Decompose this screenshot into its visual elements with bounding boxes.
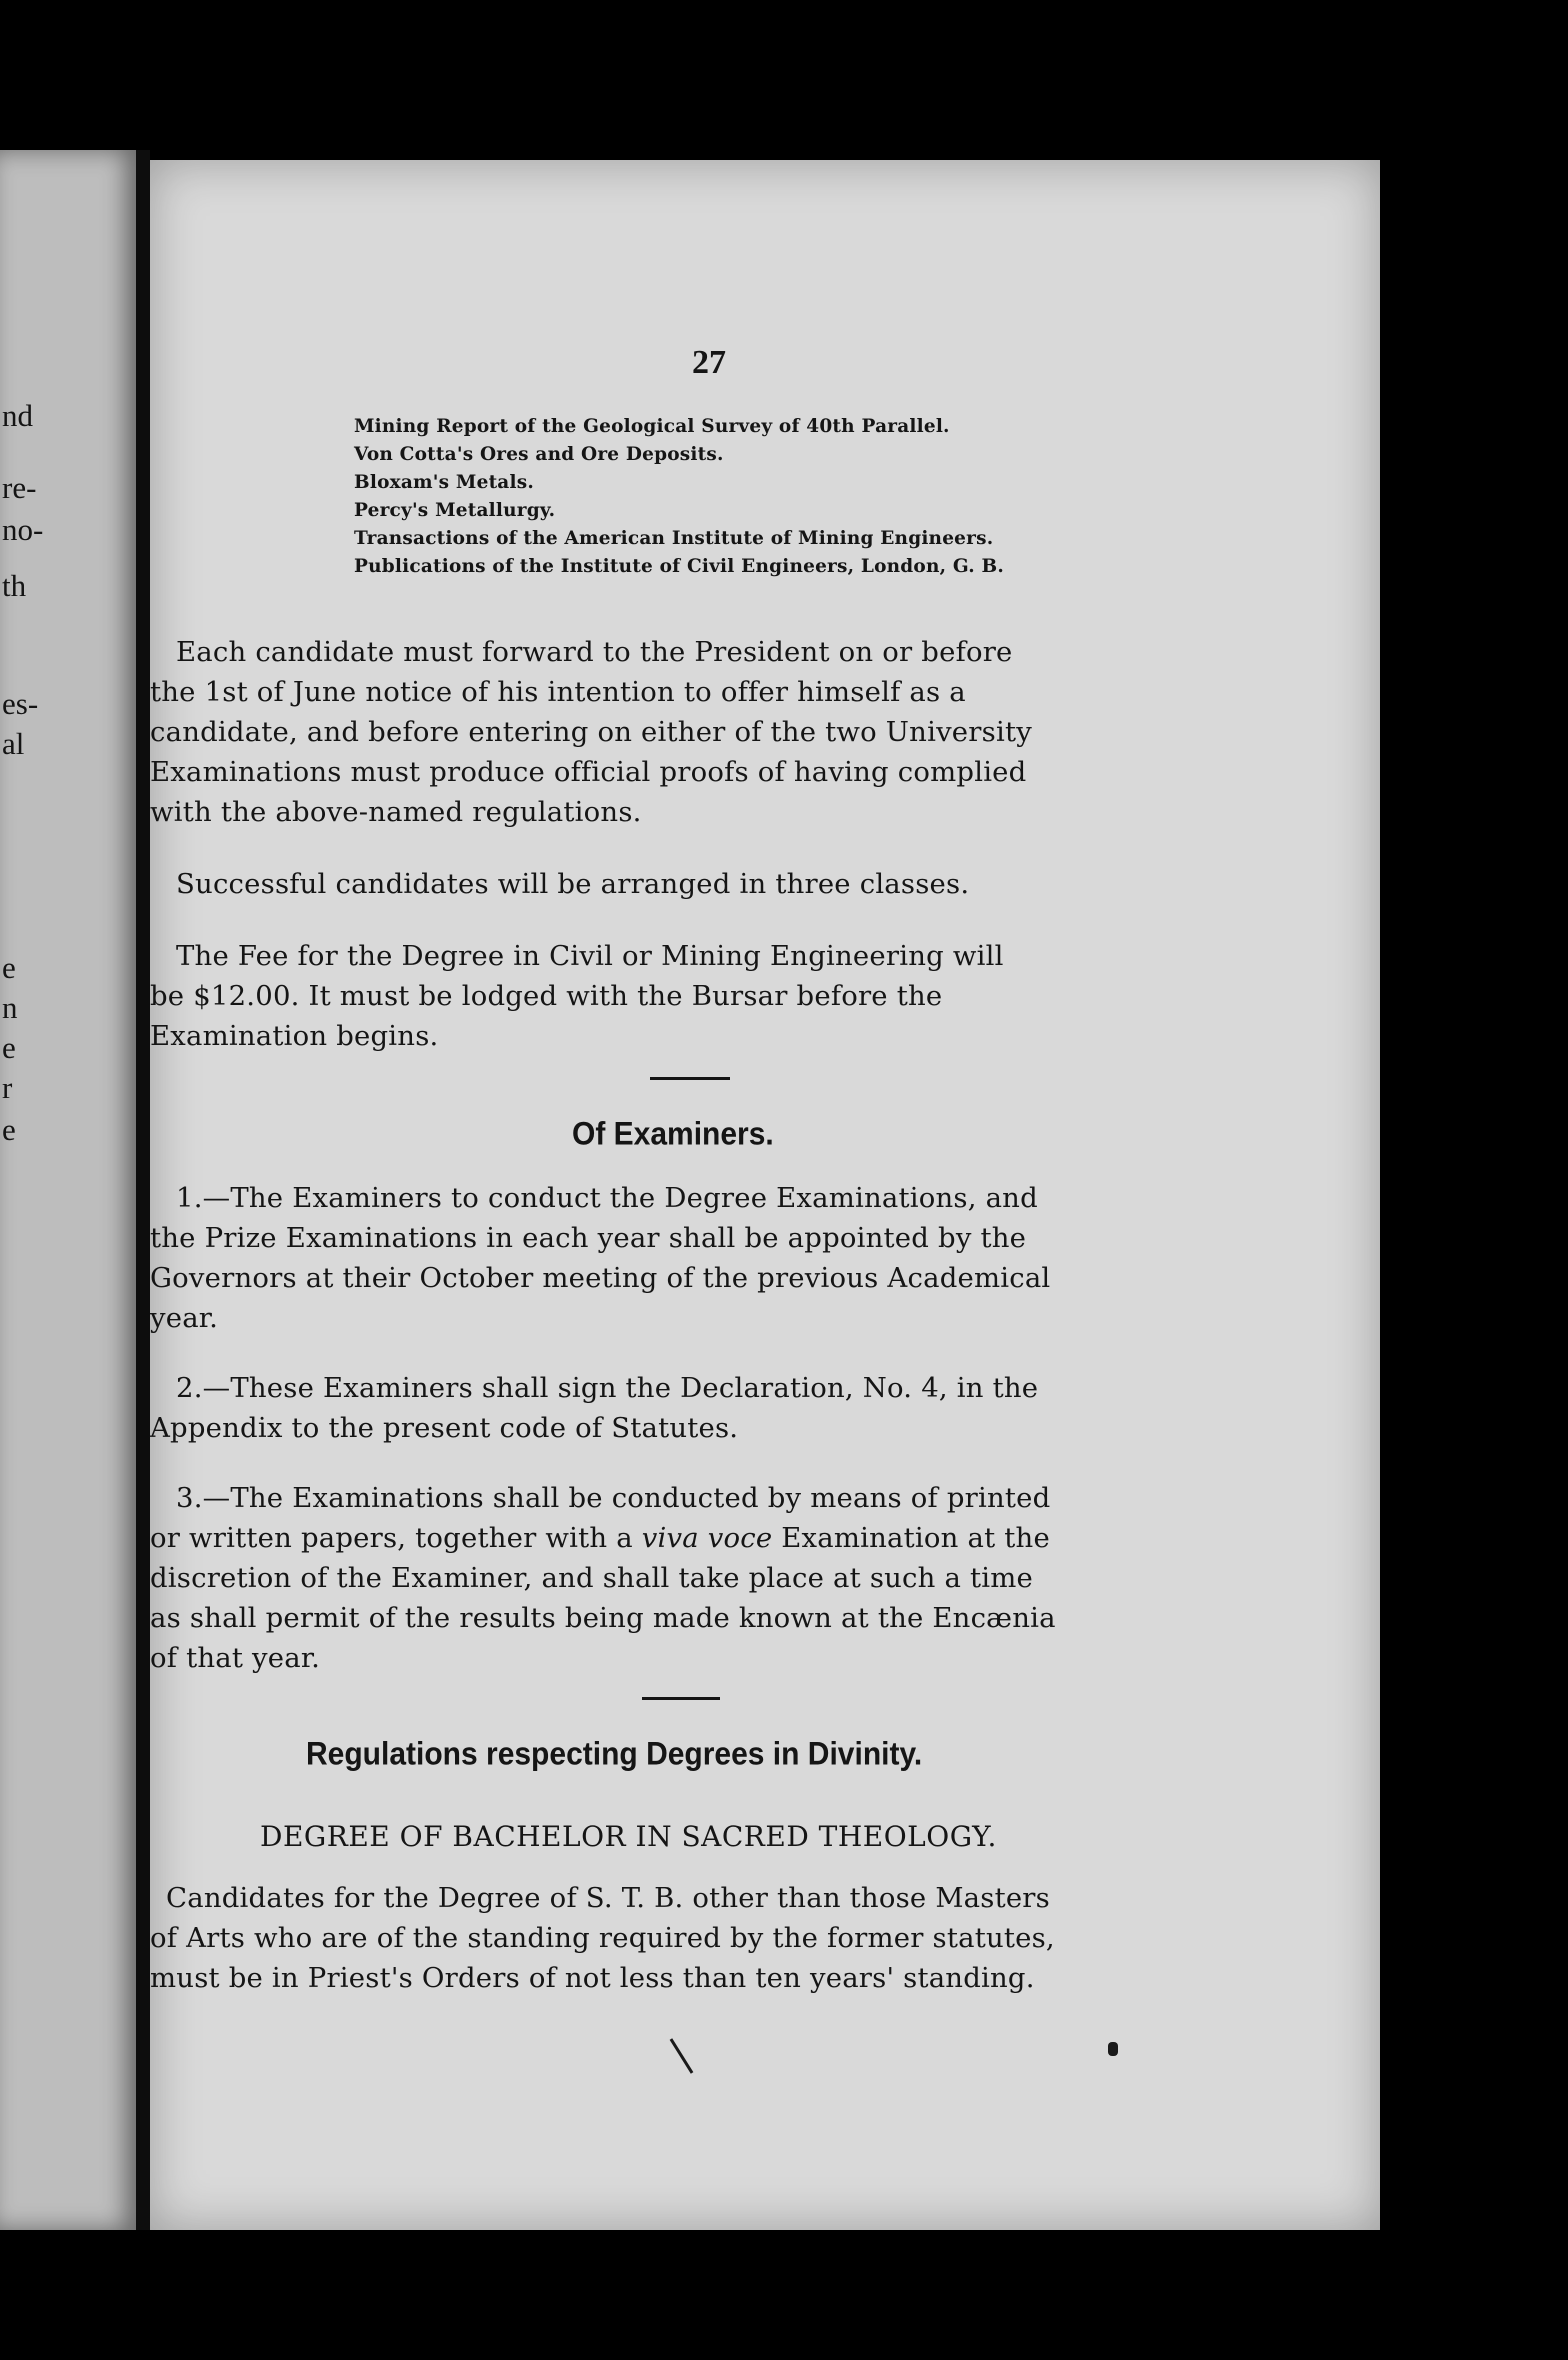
paragraph-line: of that year. — [150, 1642, 321, 1674]
paragraph-line: 2.—These Examiners shall sign the Declaration, No. 4, in the — [176, 1372, 1039, 1404]
facing-page-fragment: e — [2, 950, 16, 985]
reference-item: Percy's Metallurgy. — [354, 500, 556, 521]
book-spine — [136, 150, 150, 2230]
facing-page-fragment: th — [2, 568, 27, 603]
facing-page-fragment: no- — [2, 512, 44, 547]
italic-phrase: viva voce — [641, 1522, 773, 1554]
reference-item: Mining Report of the Geological Survey of 40th Parallel. — [354, 416, 950, 437]
paragraph-line: Examinations must produce official proofs of having complied — [150, 756, 1027, 788]
facing-page-fragment: e — [2, 1112, 16, 1147]
reference-item: Publications of the Institute of Civil Engineers, London, G. B. — [354, 556, 1005, 577]
paragraph-line: 3.—The Examinations shall be conducted by means of printed — [176, 1482, 1051, 1514]
paragraph-line: with the above-named regulations. — [150, 796, 642, 828]
paragraph-line — [150, 1522, 1050, 1554]
paragraph-line: Appendix to the present code of Statutes. — [150, 1412, 739, 1444]
paragraph-line: of Arts who are of the standing required by the former statutes, — [150, 1922, 1055, 1954]
reference-item: Transactions of the American Institute of Mining Engineers. — [354, 528, 994, 549]
document-page — [150, 160, 1380, 2230]
paragraph-line: 1.—The Examiners to conduct the Degree Examinations, and — [176, 1182, 1038, 1214]
facing-page-edge — [0, 150, 136, 2230]
paragraph-line: candidate, and before entering on either of the two University — [150, 716, 1032, 748]
paragraph-line: must be in Priest's Orders of not less than ten years' standing. — [150, 1962, 1035, 1994]
paragraph-line: Successful candidates will be arranged in three classes. — [176, 868, 970, 900]
paragraph-line: be $12.00. It must be lodged with the Bursar before the — [150, 980, 943, 1012]
facing-page-fragment: e — [2, 1030, 16, 1065]
paragraph-line: year. — [150, 1302, 219, 1334]
facing-page-fragment: es- — [2, 686, 39, 721]
ink-mark — [670, 2038, 694, 2074]
paragraph-line: Candidates for the Degree of S. T. B. other than those Masters — [166, 1882, 1050, 1914]
paragraph-line: Examination begins. — [150, 1020, 439, 1052]
paragraph-line: The Fee for the Degree in Civil or Mining Engineering will — [176, 940, 1004, 972]
section-heading-divinity: Regulations respecting Degrees in Divinity. — [306, 1736, 923, 1773]
paragraph-line: as shall permit of the results being made known at the Encænia — [150, 1602, 1056, 1634]
line-text: or written papers, together with a — [150, 1522, 642, 1554]
facing-page-fragment: re- — [2, 470, 37, 505]
page-number: 27 — [692, 344, 726, 381]
paragraph-line: discretion of the Examiner, and shall take place at such a time — [150, 1562, 1034, 1594]
facing-page-fragment: nd — [2, 398, 33, 433]
subheading-stb: DEGREE OF BACHELOR IN SACRED THEOLOGY. — [260, 1820, 997, 1853]
paragraph-line: Each candidate must forward to the President on or before — [176, 636, 1013, 668]
ink-mark — [1108, 2042, 1118, 2056]
line-text: Examination at the — [772, 1522, 1050, 1554]
section-heading-examiners: Of Examiners. — [572, 1116, 774, 1153]
reference-item: Von Cotta's Ores and Ore Deposits. — [354, 444, 724, 465]
paragraph-line: Governors at their October meeting of the previous Academical — [150, 1262, 1051, 1294]
section-divider — [642, 1697, 720, 1700]
paragraph-line: the 1st of June notice of his intention to offer himself as a — [150, 676, 966, 708]
paragraph-line: the Prize Examinations in each year shall be appointed by the — [150, 1222, 1027, 1254]
facing-page-fragment: n — [2, 990, 18, 1025]
facing-page-fragment: r — [2, 1070, 13, 1105]
facing-page-fragment: al — [2, 726, 25, 761]
reference-item: Bloxam's Metals. — [354, 472, 534, 493]
section-divider — [650, 1077, 730, 1080]
